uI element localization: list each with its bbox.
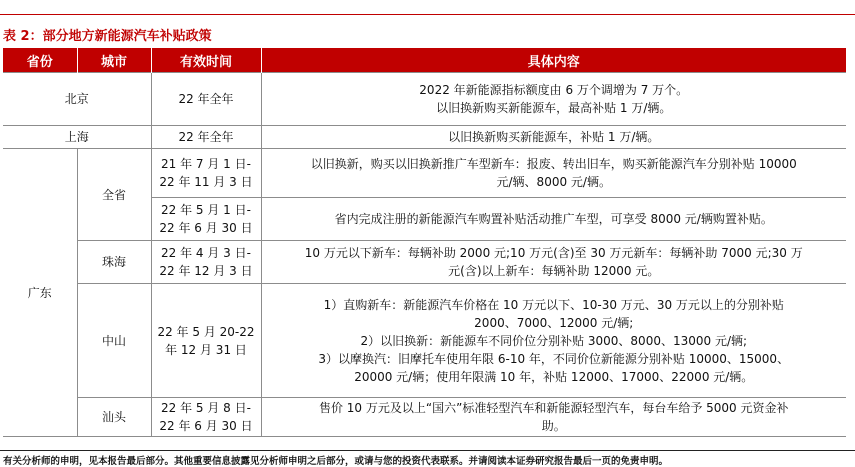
city-quansheng: 全省 [77, 149, 151, 241]
content-beijing-line-1: 2022 年新能源指标额度由 6 万个调增为 7 万个。 [419, 83, 689, 97]
content-zhongshan-line-3: 2）以旧换新：新能源车不同价位分别补贴 3000、8000、13000 元/辆; [360, 333, 748, 348]
content-beijing [261, 73, 846, 126]
time-quansheng-1-end: 22 年 11 月 3 日 [159, 175, 253, 189]
top-rule [0, 14, 855, 15]
content-zhongshan-line-4: 3）以摩换汽：旧摩托车使用年限 6-10 年，不同价位新能源分别补贴 10000、15000、 [318, 351, 790, 366]
province-guangdong: 广东 [3, 149, 77, 437]
content-quansheng-1-line-1: 以旧换新，购买以旧换新推广车型新车：报废、转出旧车，购买新能源汽车分别补贴 10000 [310, 157, 797, 171]
header-province: 省份 [3, 48, 77, 73]
footer-rule [0, 450, 855, 451]
content-zhuhai-line-1: 10 万元以下新车：每辆补助 2000 元;10 万元(含)至 30 万元新车：每辆补助 7000 元;30 万 [304, 246, 803, 260]
content-quansheng-2: 省内完成注册的新能源汽车购置补贴活动推广车型，可享受 8000 元/辆购置补贴。 [261, 198, 846, 241]
table-header-row [3, 48, 846, 73]
time-shantou-end: 22 年 6 月 30 日 [159, 419, 253, 433]
time-quansheng-2-end: 22 年 6 月 30 日 [159, 221, 253, 235]
content-quansheng-1-line-2: 元/辆、8000 元/辆。 [496, 175, 611, 189]
city-shanghai: 上海 [3, 126, 151, 149]
content-zhongshan-line-1: 1）直购新车：新能源汽车价格在 10 万元以下、10-30 万元、30 万元以上的分别补贴 [323, 297, 784, 312]
header-time: 有效时间 [151, 48, 261, 73]
table-row-guangdong-shantou [3, 398, 846, 437]
city-zhongshan: 中山 [77, 284, 151, 398]
table-row-guangdong-quansheng-1 [3, 149, 846, 198]
time-shantou-start: 22 年 5 月 8 日- [161, 401, 251, 415]
content-zhongshan-line-5: 20000 元/辆；使用年限满 10 年，补贴 12000、17000、22000 元/辆。 [354, 369, 754, 384]
time-quansheng-2-start: 22 年 5 月 1 日- [161, 203, 251, 217]
time-beijing: 22 年全年 [151, 73, 261, 126]
header-city: 城市 [77, 48, 151, 73]
content-shantou [261, 398, 846, 437]
time-shantou [151, 398, 261, 437]
time-zhongshan [151, 284, 261, 398]
time-shanghai: 22 年全年 [151, 126, 261, 149]
table-row-guangdong-zhongshan [3, 284, 846, 398]
time-zhongshan-start: 22 年 5 月 20-22 [157, 324, 255, 339]
header-content: 具体内容 [261, 48, 846, 73]
time-zhuhai [151, 241, 261, 284]
content-zhongshan-line-2: 2000、7000、12000 元/辆; [474, 315, 634, 330]
time-quansheng-2 [151, 198, 261, 241]
city-beijing: 北京 [3, 73, 151, 126]
content-shantou-line-1: 售价 10 万元及以上“国六”标准轻型汽车和新能源轻型汽车，每台车给予 5000 元资金补 [318, 401, 789, 415]
content-shantou-line-2: 助。 [541, 419, 566, 433]
time-zhuhai-start: 22 年 4 月 3 日- [161, 246, 251, 260]
time-quansheng-1 [151, 149, 261, 198]
table-row-beijing [3, 73, 846, 126]
city-zhuhai: 珠海 [77, 241, 151, 284]
content-zhuhai-line-2: 元(含)以上新车：每辆补助 12000 元。 [448, 264, 660, 278]
subsidy-policy-table [3, 48, 846, 437]
disclaimer-text: 有关分析师的申明，见本报告最后部分。其他重要信息披露见分析师申明之后部分，或请与您的投资代表联系。并请阅读本证券研究报告最后一页的免责申明。 [3, 456, 669, 467]
time-zhongshan-end: 年 12 月 31 日 [165, 342, 247, 357]
content-quansheng-1 [261, 149, 846, 198]
content-zhongshan [261, 284, 846, 398]
table-row-shanghai [3, 126, 846, 149]
city-shantou: 汕头 [77, 398, 151, 437]
time-zhuhai-end: 22 年 12 月 3 日 [159, 264, 253, 278]
content-shanghai: 以旧换新购买新能源车，补贴 1 万/辆。 [261, 126, 846, 149]
table-caption: 表 2：部分地方新能源汽车补贴政策 [3, 29, 212, 44]
table-row-guangdong-zhuhai [3, 241, 846, 284]
time-quansheng-1-start: 21 年 7 月 1 日- [161, 157, 251, 171]
content-zhuhai [261, 241, 846, 284]
content-beijing-line-2: 以旧换新购买新能源车，最高补贴 1 万/辆。 [436, 101, 672, 115]
